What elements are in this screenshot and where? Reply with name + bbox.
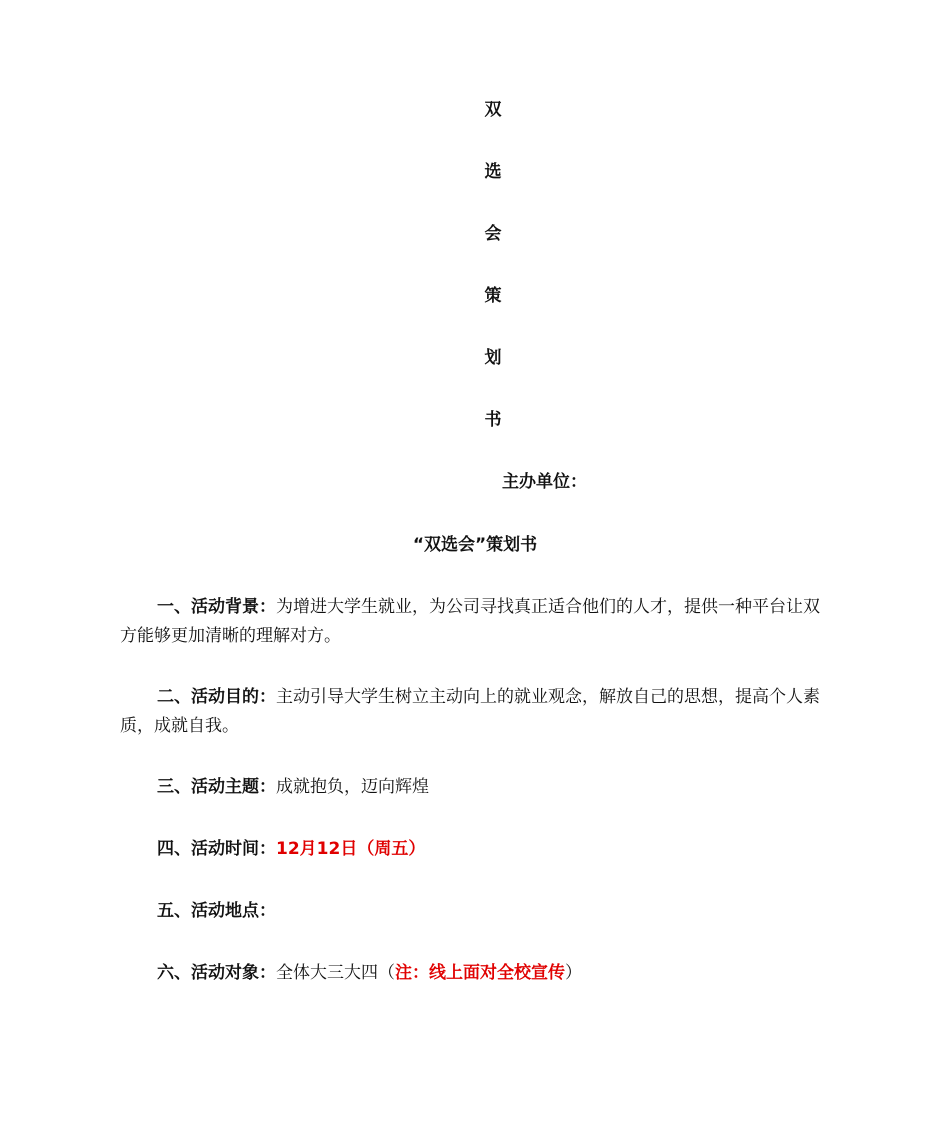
section-theme (120, 773, 834, 802)
section-text: 为增进大学生就业，为公司寻找真正适合他们的人才，提供一种平台让双方能够更加清晰的理解对方。 (120, 597, 820, 646)
section-time (120, 835, 834, 864)
section-background (120, 593, 834, 651)
title-char: 会 (484, 224, 502, 244)
event-date: 12月12日（周五） (276, 839, 426, 859)
section-text: 全体大三大四 (276, 963, 378, 983)
section-label: 一、活动背景： (157, 597, 276, 617)
title-char: 策 (484, 286, 502, 306)
document-subtitle: “双选会”策划书 (412, 535, 538, 555)
section-label: 三、活动主题： (157, 777, 276, 797)
section-text: 主动引导大学生树立主动向上的就业观念，解放自己的思想，提高个人素质，成就自我。 (120, 687, 820, 736)
section-text: 成就抱负，迈向辉煌 (276, 777, 429, 797)
section-label: 四、活动时间： (157, 839, 276, 859)
title-char: 划 (484, 348, 502, 368)
section-label: 五、活动地点： (157, 901, 276, 921)
title-char: 书 (484, 410, 502, 430)
section-label: 六、活动对象： (157, 963, 276, 983)
title-char: 双 (484, 100, 502, 120)
section-label: 二、活动目的： (157, 687, 276, 707)
host-label: 主办单位： (502, 472, 587, 492)
note-open-paren: （ (378, 963, 395, 983)
audience-note: 注：线上面对全校宣传 (395, 963, 565, 983)
section-audience (120, 959, 834, 988)
title-char: 选 (484, 162, 502, 182)
note-close-paren: ） (565, 963, 582, 983)
section-location (120, 897, 834, 926)
section-purpose (120, 683, 834, 741)
